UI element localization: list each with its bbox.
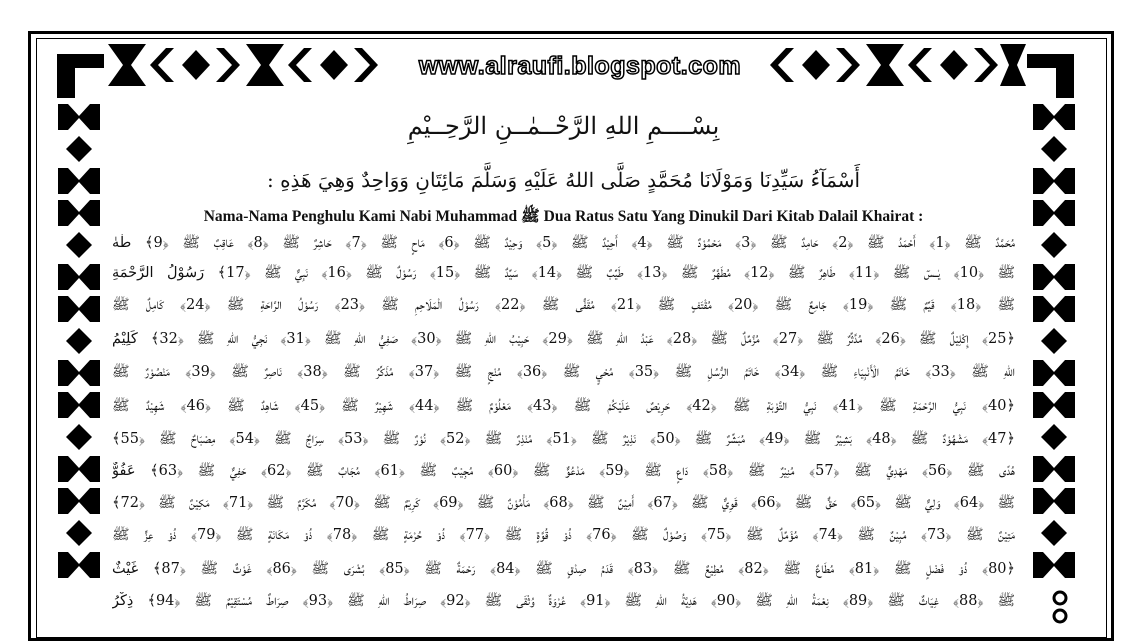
frame-diamond xyxy=(1041,424,1067,450)
names-line: ﴿25﴾ إِكْلِيْلٌ ﷺ ﴿26﴾ مُدَّثِّرٌ ﷺ ﴿27﴾ مُزَّمِّلٌ ﷺ ﴿28﴾ عَبْدُ اللهِ ﷺ ﴿29﴾ حَبِيْبُ اللهِ ﷺ ﴿30﴾ صَفِيُّ اللهِ ﷺ ﴿31﴾ نَجِيُّ اللهِ ﷺ ﴿32﴾ كَلِيْمُ xyxy=(112,331,1015,347)
frame-zigzag xyxy=(1033,552,1075,578)
frame-zigzag xyxy=(1033,456,1075,482)
frame-zigzag xyxy=(1033,200,1075,226)
names-line: اللهِ ﷺ ﴿33﴾ خَاتَمُ الْأَنْبِيَاءِ ﷺ ﴿34﴾ خَاتَمُ الرُّسُلِ ﷺ ﴿35﴾ مُحْيٍ ﷺ ﴿36﴾ مُنْجٍ ﷺ ﴿37﴾ مُذَكِّرٌ ﷺ ﴿38﴾ نَاصِرٌ ﷺ ﴿39﴾ مَنْصُوْرٌ ﷺ xyxy=(112,364,1015,380)
frame-zigzag xyxy=(58,488,100,514)
frame-diamond xyxy=(182,50,210,80)
frame-zigzag xyxy=(58,104,100,130)
names-line: ﴿80﴾ ذُوْ فَضْلٍ ﷺ ﴿81﴾ مُطَاعٌ ﷺ ﴿82﴾ مُطِيْعٌ ﷺ ﴿83﴾ قَدَمُ صِدْقٍ ﷺ ﴿84﴾ رَحْمَةٌ ﷺ ﴿85﴾ بُشْرَى ﷺ ﴿86﴾ غَوْثٌ ﷺ ﴿87﴾ غَيْثٌ xyxy=(112,561,1015,577)
frame-chevron xyxy=(770,48,794,82)
names-line: ﷺ ﴿88﴾ غِيَاثٌ ﷺ ﴿89﴾ نِعْمَةُ اللهِ ﷺ ﴿90﴾ هَدِيَّةُ اللهِ ﷺ ﴿91﴾ عُرْوَةٌ وُثْقَى ﷺ ﴿92﴾ صِرَاطُ اللهِ ﷺ ﴿93﴾ صِرَاطٌ مُسْتَقِيْمٌ ﷺ ﴿94﴾ ذِكْرُ xyxy=(112,593,1015,609)
intro-arabic: أَسْمَآءُ سَيِّدِنَا وَمَوْلَانَا مُحَمَّدٍ صَلَّى اللهُ عَلَيْهِ وَسَلَّمَ مَائِتَانِ وَوَاحِدٌ وَهِيَ هَذِهِ : xyxy=(266,168,861,192)
frame-diamond xyxy=(66,328,92,354)
frame-zigzag xyxy=(58,168,100,194)
corner-piece xyxy=(1027,54,1074,98)
frame-diamond xyxy=(940,50,968,80)
frame-chevron xyxy=(908,48,932,82)
frame-diamond xyxy=(1041,232,1067,258)
names-line: ﴿47﴾ مَشْهُوْدٌ ﷺ ﴿48﴾ بَشِيْرٌ ﷺ ﴿49﴾ مُبَشِّرٌ ﷺ ﴿50﴾ نَذِيْرٌ ﷺ ﴿51﴾ مُنْذِرٌ ﷺ ﴿52﴾ نُوْرٌ ﷺ ﴿53﴾ سِرَاجٌ ﷺ ﴿54﴾ مِصْبَاحٌ ﷺ ﴿55﴾ xyxy=(112,431,1015,447)
frame-zigzag xyxy=(1033,264,1075,290)
frame-zigzag xyxy=(1033,360,1075,386)
frame-zigzag xyxy=(1033,488,1075,514)
frame-zigzag xyxy=(1033,104,1075,130)
frame-zigzag xyxy=(1033,392,1075,418)
names-line: ﷺ ﴿18﴾ قَيِّمٌ ﷺ ﴿19﴾ جَامِعٌ ﷺ ﴿20﴾ مُقْتَفٍ ﷺ ﴿21﴾ مُقَفًّى ﷺ ﴿22﴾ رَسُوْلُ الْمَلَاحِمِ ﷺ ﴿23﴾ رَسُوْلُ الرَّاحَةِ ﷺ ﴿24﴾ كَامِلٌ ﷺ xyxy=(112,297,1015,313)
frame-diamond xyxy=(802,50,830,80)
intro-malay: Nama-Nama Penghulu Kami Nabi Muhammad ﷺ Dua Ratus Satu Yang Dinukil Dari Kitab Dalail Khairat : xyxy=(203,208,924,225)
frame-zigzag xyxy=(58,360,100,386)
frame-chevron xyxy=(354,48,378,82)
names-line: ﷺ ﴿10﴾ يٰــسٓ ﷺ ﴿11﴾ طَاهِرٌ ﷺ ﴿12﴾ مُطَهَّرٌ ﷺ ﴿13﴾ طَيِّبٌ ﷺ ﴿14﴾ سَيِّدٌ ﷺ ﴿15﴾ رَسُوْلٌ ﷺ ﴿16﴾ نَبِيٌّ ﷺ ﴿17﴾ رَسُوْلُ الرَّحْمَةِ xyxy=(112,265,1015,281)
frame-diamond xyxy=(66,520,92,546)
frame-zigzag xyxy=(58,552,100,578)
frame-bowtie xyxy=(108,44,146,86)
frame-diamond xyxy=(320,50,348,80)
frame-zigzag xyxy=(58,456,100,482)
frame-zigzag xyxy=(58,264,100,290)
frame-chevron xyxy=(836,48,860,82)
frame-diamond xyxy=(66,424,92,450)
names-line: ﴿40﴾ نَبِيُّ الرَّحْمَةِ ﷺ ﴿41﴾ نَبِيُّ التَّوْبَةِ ﷺ ﴿42﴾ حَرِيْصٌ عَلَيْكُمْ ﷺ ﴿43﴾ مَعْلُوْمٌ ﷺ ﴿44﴾ شَهِيْرٌ ﷺ ﴿45﴾ شَاهِدٌ ﷺ ﴿46﴾ شَهِيْدٌ ﷺ xyxy=(112,398,1015,414)
frame-diamond xyxy=(1041,520,1067,546)
frame-diamond xyxy=(1041,136,1067,162)
names-line: ﷺ ﴿64﴾ وَلِيٌّ ﷺ ﴿65﴾ حَقٌّ ﷺ ﴿66﴾ قَوِيٌّ ﷺ ﴿67﴾ أَمِيْنٌ ﷺ ﴿68﴾ مَأْمُوْنٌ ﷺ ﴿69﴾ كَرِيْمٌ ﷺ ﴿70﴾ مُكَرَّمٌ ﷺ ﴿71﴾ مَكِيْنٌ ﷺ ﴿72﴾ xyxy=(112,495,1015,511)
frame-chevron xyxy=(150,48,174,82)
frame-zigzag xyxy=(1033,168,1075,194)
frame-bowtie xyxy=(246,44,284,86)
names-line: مَتِيْنٌ ﷺ ﴿73﴾ مُبِيْنٌ ﷺ ﴿74﴾ مُؤَمِّلٌ ﷺ ﴿75﴾ وَصُوْلٌ ﷺ ﴿76﴾ ذُوْ قُوَّةٍ ﷺ ﴿77﴾ ذُوْ حُرْمَةٍ ﷺ ﴿78﴾ ذُوْ مَكَانَةٍ ﷺ ﴿79﴾ ذُوْ عِزٍّ ﷺ xyxy=(112,527,1015,543)
frame-diamond xyxy=(66,232,92,258)
frame-zigzag xyxy=(58,200,100,226)
frame-chevron xyxy=(216,48,240,82)
frame-bowtie xyxy=(1000,44,1026,86)
side-watermark-mark xyxy=(1049,588,1071,628)
site-url-banner[interactable]: www.alraufi.blogspot.com xyxy=(418,52,742,80)
names-line: مُحَمَّدٌ ﷺ ﴿1﴾ أَحْمَدُ ﷺ ﴿2﴾ حَامِدٌ ﷺ ﴿3﴾ مَحْمُوْدٌ ﷺ ﴿4﴾ أَحِيْدٌ ﷺ ﴿5﴾ وَحِيْدٌ ﷺ ﴿6﴾ مَاحٍ ﷺ ﴿7﴾ حَاشِرٌ ﷺ ﴿8﴾ عَاقِبٌ ﷺ ﴿9﴾ طٰهٰ xyxy=(112,235,1015,251)
names-line: هُدًى ﷺ ﴿56﴾ مَهْدِيٌّ ﷺ ﴿57﴾ مُنِيْرٌ ﷺ ﴿58﴾ دَاعٍ ﷺ ﴿59﴾ مَدْعُوٌّ ﷺ ﴿60﴾ مُجِيْبٌ ﷺ ﴿61﴾ مُجَابٌ ﷺ ﴿62﴾ حَفِيٌّ ﷺ ﴿63﴾ عَفُوٌّ xyxy=(112,463,1015,479)
frame-diamond xyxy=(66,136,92,162)
frame-zigzag xyxy=(58,296,100,322)
frame-chevron xyxy=(974,48,998,82)
frame-zigzag xyxy=(1033,296,1075,322)
frame-diamond xyxy=(1041,328,1067,354)
basmala: بِسْــــمِ اللهِ الرَّحْــمٰــنِ الرَّحِــيْمِ xyxy=(407,112,720,140)
corner-piece xyxy=(57,54,104,98)
frame-chevron xyxy=(288,48,312,82)
frame-zigzag xyxy=(58,392,100,418)
frame-bowtie xyxy=(866,44,904,86)
